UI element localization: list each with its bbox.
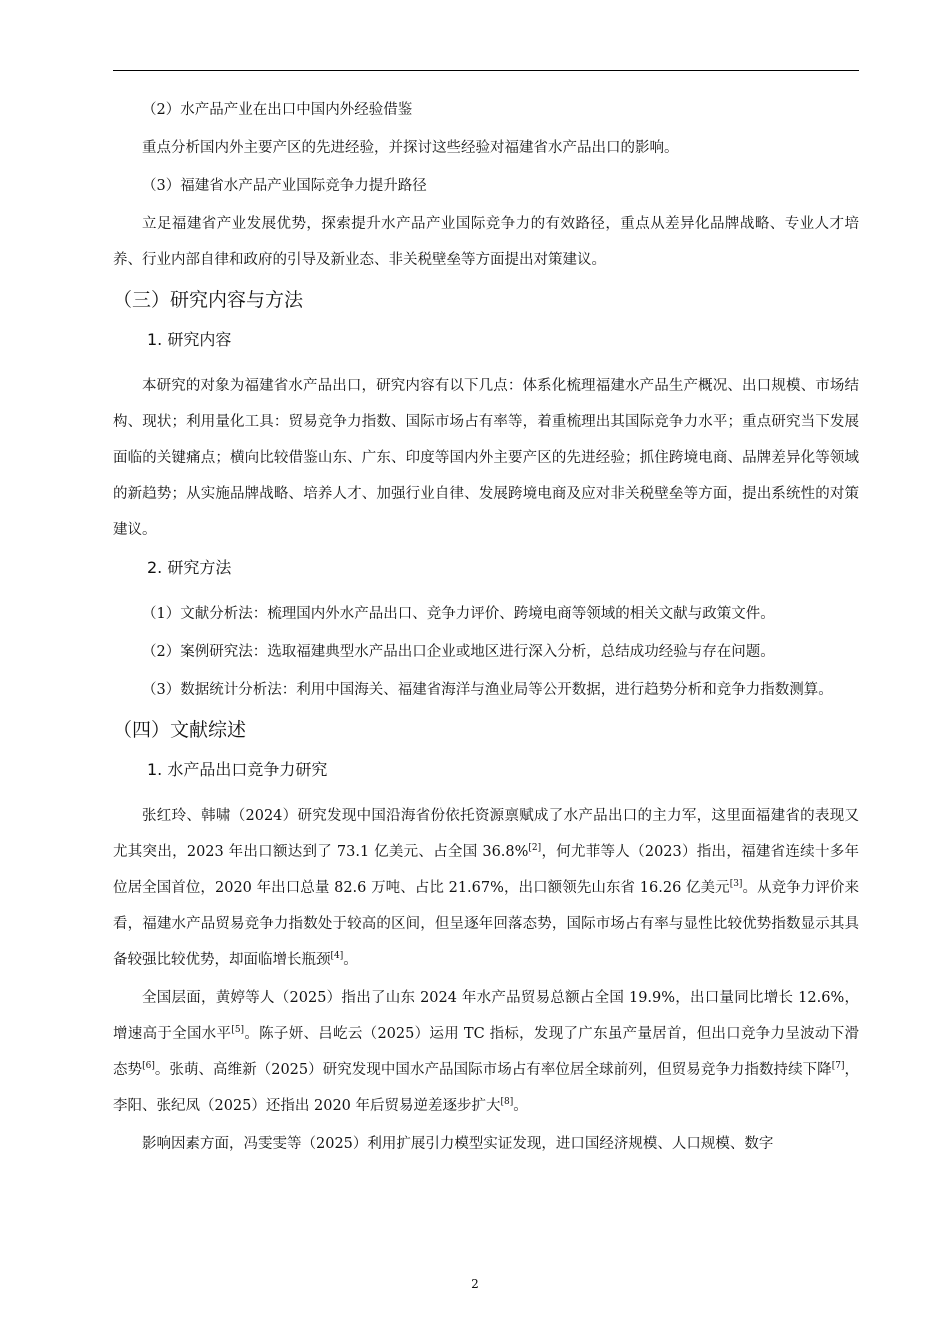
page-number: 2 bbox=[471, 1277, 479, 1291]
citation-ref: [8] bbox=[500, 1097, 514, 1108]
subtopic-heading-3: （3）福建省水产品产业国际竞争力提升路径 bbox=[142, 178, 427, 194]
subsection-heading-content: 1. 研究内容 bbox=[147, 330, 232, 349]
paragraph: 重点分析国内外主要产区的先进经验，并探讨这些经验对福建省水产品出口的影响。 bbox=[142, 140, 679, 156]
subsection-heading-lit1: 1. 水产品出口竞争力研究 bbox=[147, 760, 328, 779]
text-run: 全国层面，黄婷等人（2025）指出了山东 2024 年水产品贸易总额占全国 19.9%，出口量同比增长 12.6%，增速高于全国水平 bbox=[113, 990, 859, 1042]
text-run: 。 bbox=[513, 1098, 528, 1114]
subsection-heading-method: 2. 研究方法 bbox=[147, 558, 232, 577]
paragraph bbox=[113, 980, 859, 1124]
citation-ref: [7] bbox=[831, 1061, 845, 1072]
paragraph: 立足福建省产业发展优势，探索提升水产品产业国际竞争力的有效路径，重点从差异化品牌战略、专业人才培养、行业内部自律和政府的引导及新业态、非关税壁垒等方面提出对策建议。 bbox=[113, 216, 859, 268]
method-item-2: （2）案例研究法：选取福建典型水产品出口企业或地区进行深入分析，总结成功经验与存在问题。 bbox=[142, 644, 775, 660]
method-item-1: （1）文献分析法：梳理国内外水产品出口、竞争力评价、跨境电商等领域的相关文献与政策文件。 bbox=[142, 606, 775, 622]
section-heading-4: （四）文献综述 bbox=[113, 719, 247, 741]
header-rule bbox=[113, 70, 859, 71]
text-run: 。 bbox=[343, 952, 358, 968]
section-heading-3: （三）研究内容与方法 bbox=[113, 289, 304, 311]
citation-ref: [4] bbox=[330, 951, 344, 962]
page-body bbox=[113, 92, 859, 1162]
text-run: 。张萌、高维新（2025）研究发现中国水产品国际市场占有率位居全球前列，但贸易竞争力指数持续下降 bbox=[154, 1062, 832, 1078]
citation-ref: [2] bbox=[528, 843, 542, 854]
text-run: 。从竞争力评价来看，福建水产品贸易竞争力指数处于较高的区间，但呈逐年回落态势，国际市场占有率与显性比较优势指数显示其具备较强比较优势，却面临增长瓶颈 bbox=[113, 880, 860, 968]
text-run: ，何尤菲等人（2023）指出，福建省连续十多年位居全国首位，2020 年出口总量 82.6 万吨、占比 21.67%，出口额领先山东省 16.26 亿美元 bbox=[113, 844, 859, 896]
paragraph: 本研究的对象为福建省水产品出口，研究内容有以下几点：体系化梳理福建水产品生产概况、出口规模、市场结构、现状；利用量化工具：贸易竞争力指数、国际市场占有率等，着重梳理出其国际竞争力水平；重点研究当下发展面临的关键痛点；横向比较借鉴山东、广东、印度等国内外主要产区的先进经验；抓住跨境电商、品牌差异化等领域的新趋势；从实施品牌战略、培养人才、加强行业自律、发展跨境电商及应对非关税壁垒等方面，提出系统性的对策建议。 bbox=[113, 378, 859, 538]
paragraph: 影响因素方面，冯雯雯等（2025）利用扩展引力模型实证发现，进口国经济规模、人口规模、数字 bbox=[142, 1136, 774, 1152]
text-run: ，李阳、张纪凤（2025）还指出 2020 年后贸易逆差逐步扩大 bbox=[113, 1062, 860, 1114]
citation-ref: [6] bbox=[142, 1061, 155, 1072]
text-run: 。陈子妍、吕屹云（2025）运用 TC 指标，发现了广东虽产量居首，但出口竞争力呈波动下滑态势 bbox=[113, 1026, 859, 1078]
citation-ref: [5] bbox=[231, 1025, 245, 1036]
method-item-3: （3）数据统计分析法：利用中国海关、福建省海洋与渔业局等公开数据，进行趋势分析和竞争力指数测算。 bbox=[142, 682, 833, 698]
subtopic-heading-2: （2）水产品产业在出口中国内外经验借鉴 bbox=[142, 102, 413, 118]
citation-ref: [3] bbox=[729, 879, 743, 890]
text-run: 张红玲、韩啸（2024）研究发现中国沿海省份依托资源禀赋成了水产品出口的主力军，这里面福建省的表现又尤其突出，2023 年出口额达到了 73.1 亿美元、占全国 36.8% bbox=[113, 808, 859, 860]
paragraph bbox=[113, 798, 859, 978]
